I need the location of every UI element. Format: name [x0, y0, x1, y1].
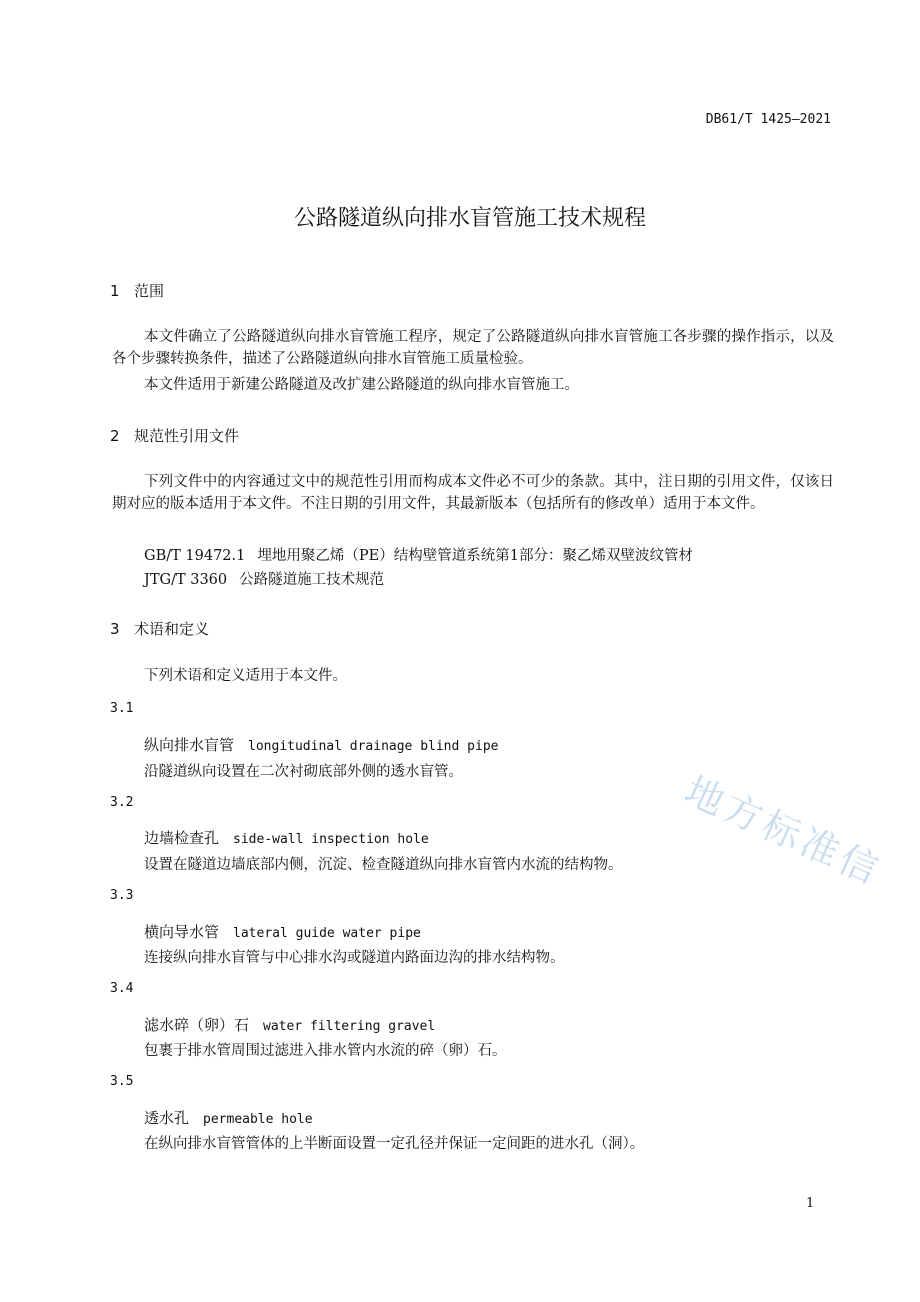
watermark-text: 地方标准信	[678, 768, 889, 894]
term-name: 透水孔	[144, 1109, 190, 1127]
term-name: 横向导水管	[144, 923, 220, 941]
section-1-paragraph-1: 本文件确立了公路隧道纵向排水盲管施工程序，规定了公路隧道纵向排水盲管施工各步骤的操作指示，以及各个步骤转换条件，描述了公路隧道纵向排水盲管施工质量检验。	[112, 329, 834, 367]
reference-code: JTG/T 3360	[144, 572, 228, 588]
term-name: 边墙检查孔	[144, 829, 220, 847]
document-code: DB61/T 1425—2021	[705, 112, 831, 127]
term-number: 3.2	[110, 795, 134, 810]
section-title: 范围	[134, 282, 165, 300]
term-heading	[144, 827, 429, 848]
section-title: 规范性引用文件	[134, 427, 240, 445]
section-number: 3	[110, 620, 120, 638]
section-2-heading	[110, 425, 239, 446]
normative-reference-2	[144, 568, 384, 589]
term-english: side-wall inspection hole	[233, 832, 429, 847]
term-definition: 包裹于排水管周围过滤进入排水管内水流的碎（卵）石。	[144, 1043, 507, 1059]
normative-reference-1	[144, 544, 693, 565]
reference-title: 埋地用聚乙烯（PE）结构壁管道系统第1部分：聚乙烯双壁波纹管材	[257, 548, 693, 564]
section-2-paragraph-1: 下列文件中的内容通过文中的规范性引用而构成本文件必不可少的条款。其中，注日期的引用文件，仅该日期对应的版本适用于本文件。不注日期的引用文件，其最新版本（包括所有的修改单）适用于本文件。	[112, 474, 834, 512]
section-title: 术语和定义	[134, 620, 210, 638]
term-heading	[144, 734, 498, 755]
term-definition: 设置在隧道边墙底部内侧，沉淀、检查隧道纵向排水盲管内水流的结构物。	[144, 857, 623, 873]
term-number: 3.5	[110, 1074, 134, 1089]
term-heading	[144, 1014, 435, 1035]
term-definition: 在纵向排水盲管管体的上半断面设置一定孔径并保证一定间距的进水孔（洞）。	[144, 1136, 645, 1152]
section-number: 2	[110, 427, 120, 445]
section-1-heading	[110, 280, 164, 301]
term-name: 滤水碎（卵）石	[144, 1016, 250, 1034]
term-name: 纵向排水盲管	[144, 736, 235, 754]
term-english: permeable hole	[203, 1112, 313, 1127]
reference-title: 公路隧道施工技术规范	[239, 572, 385, 588]
watermark-area	[640, 720, 920, 950]
term-number: 3.4	[110, 981, 134, 996]
term-english: water filtering gravel	[263, 1019, 436, 1034]
section-1-paragraph-2: 本文件适用于新建公路隧道及改扩建公路隧道的纵向排水盲管施工。	[144, 377, 579, 393]
document-title: 公路隧道纵向排水盲管施工技术规程	[293, 206, 646, 231]
term-number: 3.1	[110, 701, 134, 716]
section-number: 1	[110, 282, 120, 300]
term-english: lateral guide water pipe	[233, 926, 421, 941]
term-definition: 连接纵向排水盲管与中心排水沟或隧道内路面边沟的排水结构物。	[144, 950, 565, 966]
term-definition: 沿隧道纵向设置在二次衬砌底部外侧的透水盲管。	[144, 764, 463, 780]
page-number: 1	[806, 1196, 815, 1211]
term-english: longitudinal drainage blind pipe	[248, 739, 499, 754]
reference-code: GB/T 19472.1	[144, 548, 246, 564]
term-heading	[144, 1107, 313, 1128]
term-heading	[144, 921, 421, 942]
term-number: 3.3	[110, 888, 134, 903]
section-3-heading	[110, 618, 209, 639]
section-3-intro: 下列术语和定义适用于本文件。	[144, 668, 347, 684]
